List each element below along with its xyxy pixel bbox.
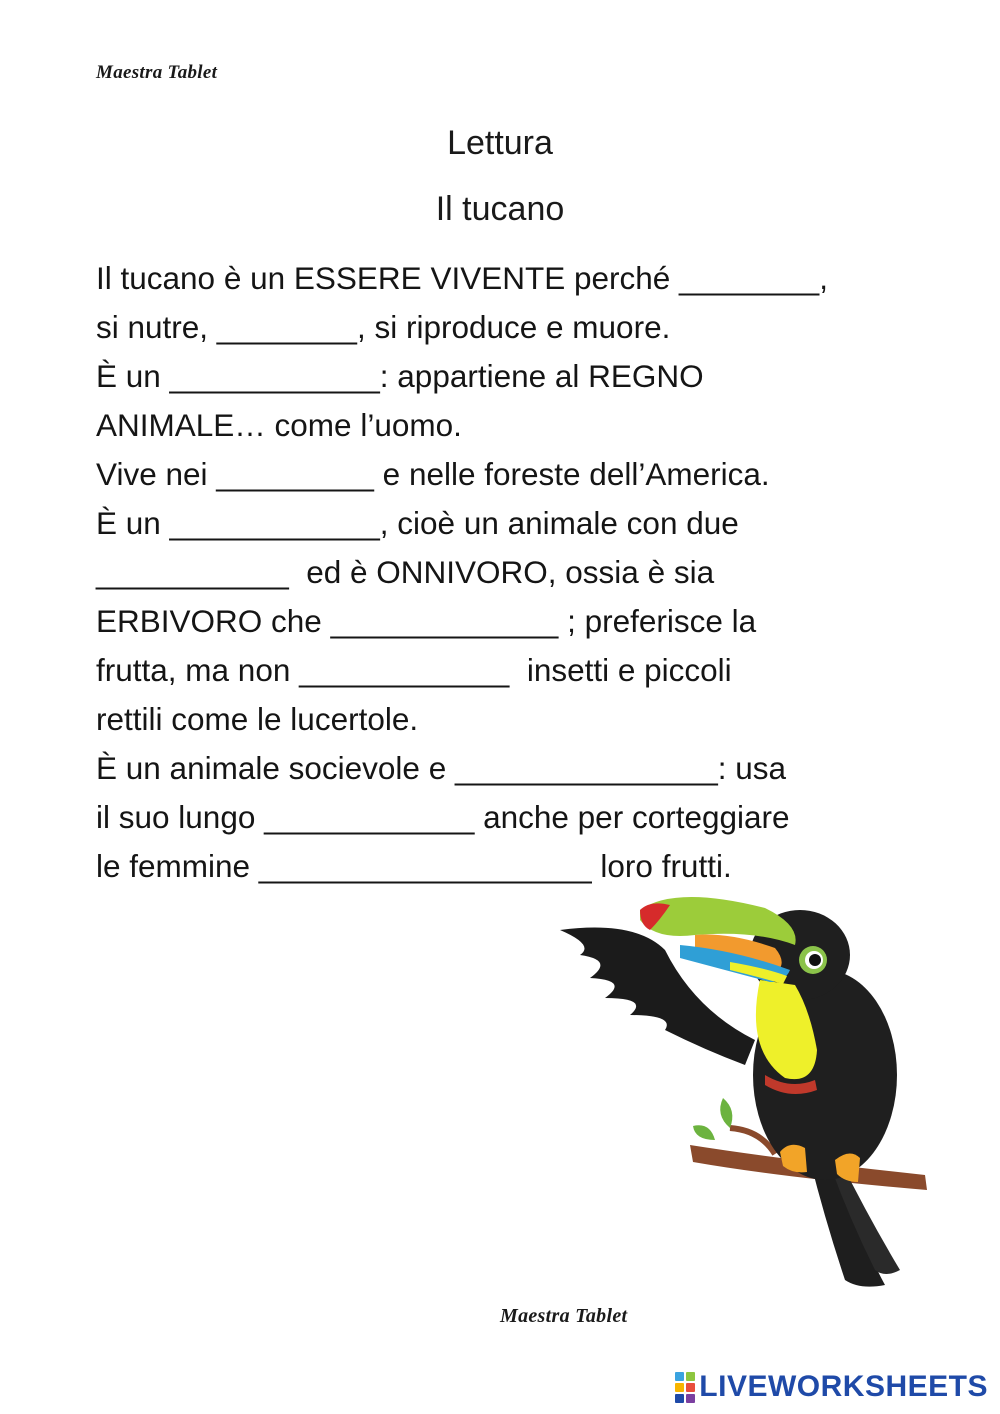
text-line: frutta, ma non ____________ insetti e piccoli (96, 652, 732, 688)
text-line: È un ____________, cioè un animale con due (96, 505, 739, 541)
page-subtitle: Il tucano (435, 190, 565, 228)
text-line: le femmine ___________________ loro frutti. (96, 848, 732, 884)
footer-signature: Maestra Tablet (500, 1305, 628, 1327)
leaf-shape (693, 1125, 715, 1140)
header-signature: Maestra Tablet (96, 62, 218, 83)
page-title: Lettura (447, 124, 553, 162)
text-line: il suo lungo ____________ anche per corteggiare (96, 799, 790, 835)
text-line: Vive nei _________ e nelle foreste dell’America. (96, 456, 770, 492)
logo-squares-icon (675, 1372, 695, 1403)
text-line: È un animale socievole e _______________: usa (96, 750, 787, 786)
text-line: si nutre, ________, si riproduce e muore. (96, 309, 671, 345)
text-line: ANIMALE… come l’uomo. (96, 407, 462, 443)
text-line: ___________ ed è ONNIVORO, ossia è sia (96, 554, 715, 590)
leaf-shape (720, 1098, 732, 1128)
liveworksheets-logo (675, 1370, 988, 1404)
eye-pupil-shape (809, 954, 821, 966)
toucan-illustration (555, 890, 930, 1300)
text-line: Il tucano è un ESSERE VIVENTE perché ________, (96, 260, 828, 296)
text-line: rettili come le lucertole. (96, 701, 419, 737)
reading-text (96, 254, 926, 891)
text-line: ERBIVORO che _____________ ; preferisce la (96, 603, 757, 639)
logo-text: LIVEWORKSHEETS (699, 1370, 988, 1403)
text-line: È un ____________: appartiene al REGNO (96, 358, 704, 394)
